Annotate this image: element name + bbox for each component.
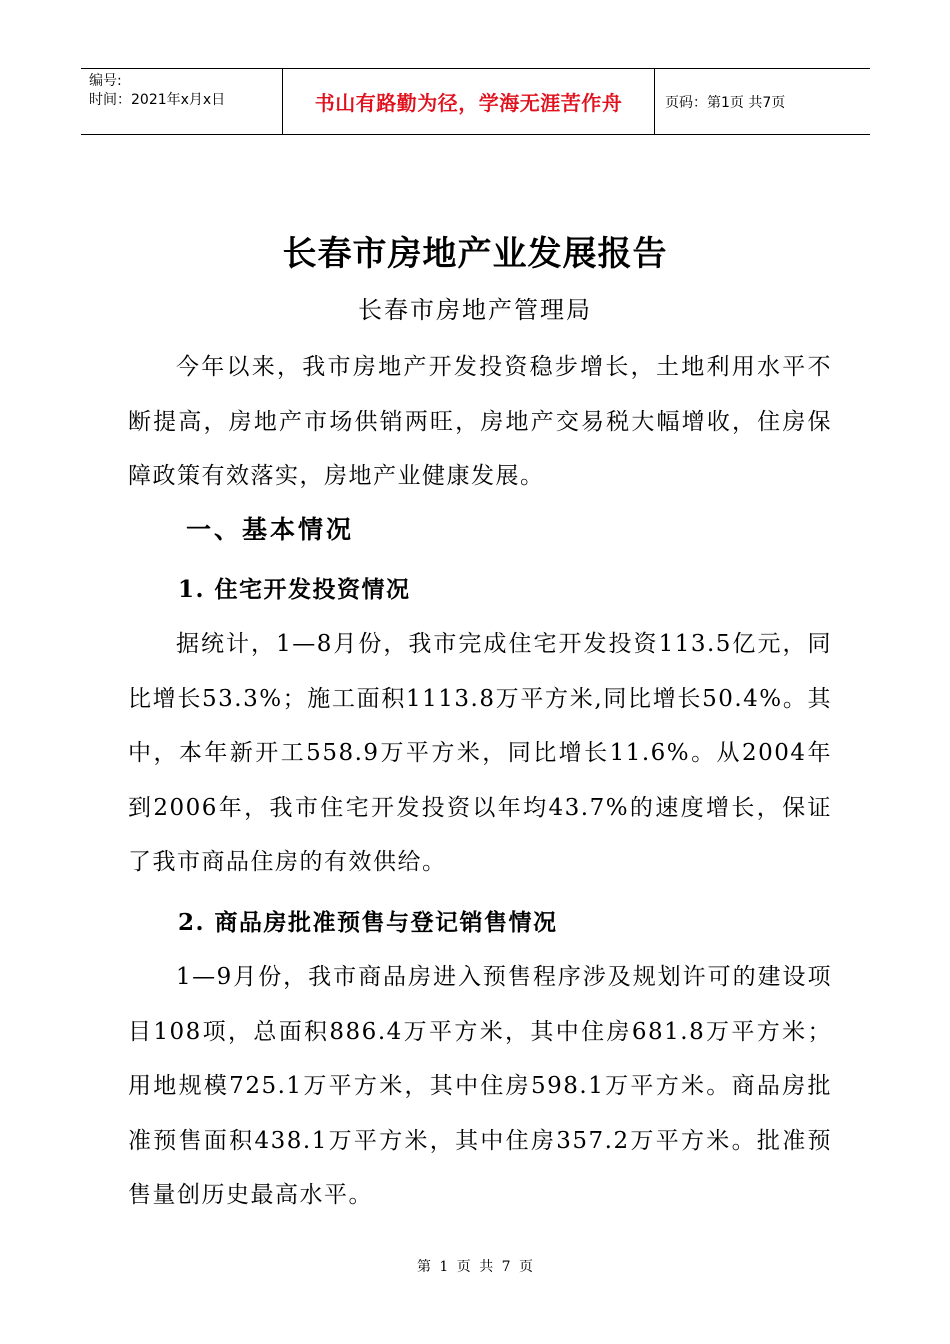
document-title: 长春市房地产业发展报告 <box>282 234 668 274</box>
header-motto: 书山有路勤为径，学海无涯苦作舟 <box>283 69 655 134</box>
section-heading-basic: 一、基本情况 <box>186 515 355 544</box>
presale-paragraph: 1—9月份，我市商品房进入预售程序涉及规划许可的建设项目108项，总面积886.4万平方米，其中住房681.8万平方米；用地规模725.1万平方米，其中住房598.1万平方米。商品房批准预售面积438.1万平方米，其中住房357.2万平方米。批准预售量创历史最高水平。 <box>128 964 832 1208</box>
intro-paragraph: 今年以来，我市房地产开发投资稳步增长，土地利用水平不断提高，房地产市场供销两旺，房地产交易税大幅增收，住房保障政策有效落实，房地产业健康发展。 <box>128 354 832 489</box>
subsection-heading-investment: 1. 住宅开发投资情况 <box>178 576 411 603</box>
page-header <box>81 68 870 135</box>
header-page-info: 页码：第1页 共7页 <box>665 94 786 111</box>
header-meta <box>81 69 283 134</box>
investment-paragraph: 据统计，1—8月份，我市完成住宅开发投资113.5亿元，同比增长53.3%；施工面积1113.8万平方米,同比增长50.4%。其中，本年新开工558.9万平方米，同比增长11.6%。从2004年到2006年，我市住宅开发投资以年均43.7%的速度增长，保证了我市商品住房的有效供给。 <box>128 631 832 875</box>
subsection-heading-presale: 2. 商品房批准预售与登记销售情况 <box>178 909 558 936</box>
document-number-label: 编号: <box>89 73 122 89</box>
page-footer: 第 1 页 共 7 页 <box>416 1259 534 1275</box>
document-time-label: 时间：2021年x月x日 <box>89 92 226 108</box>
document-author: 长春市房地产管理局 <box>358 296 592 324</box>
